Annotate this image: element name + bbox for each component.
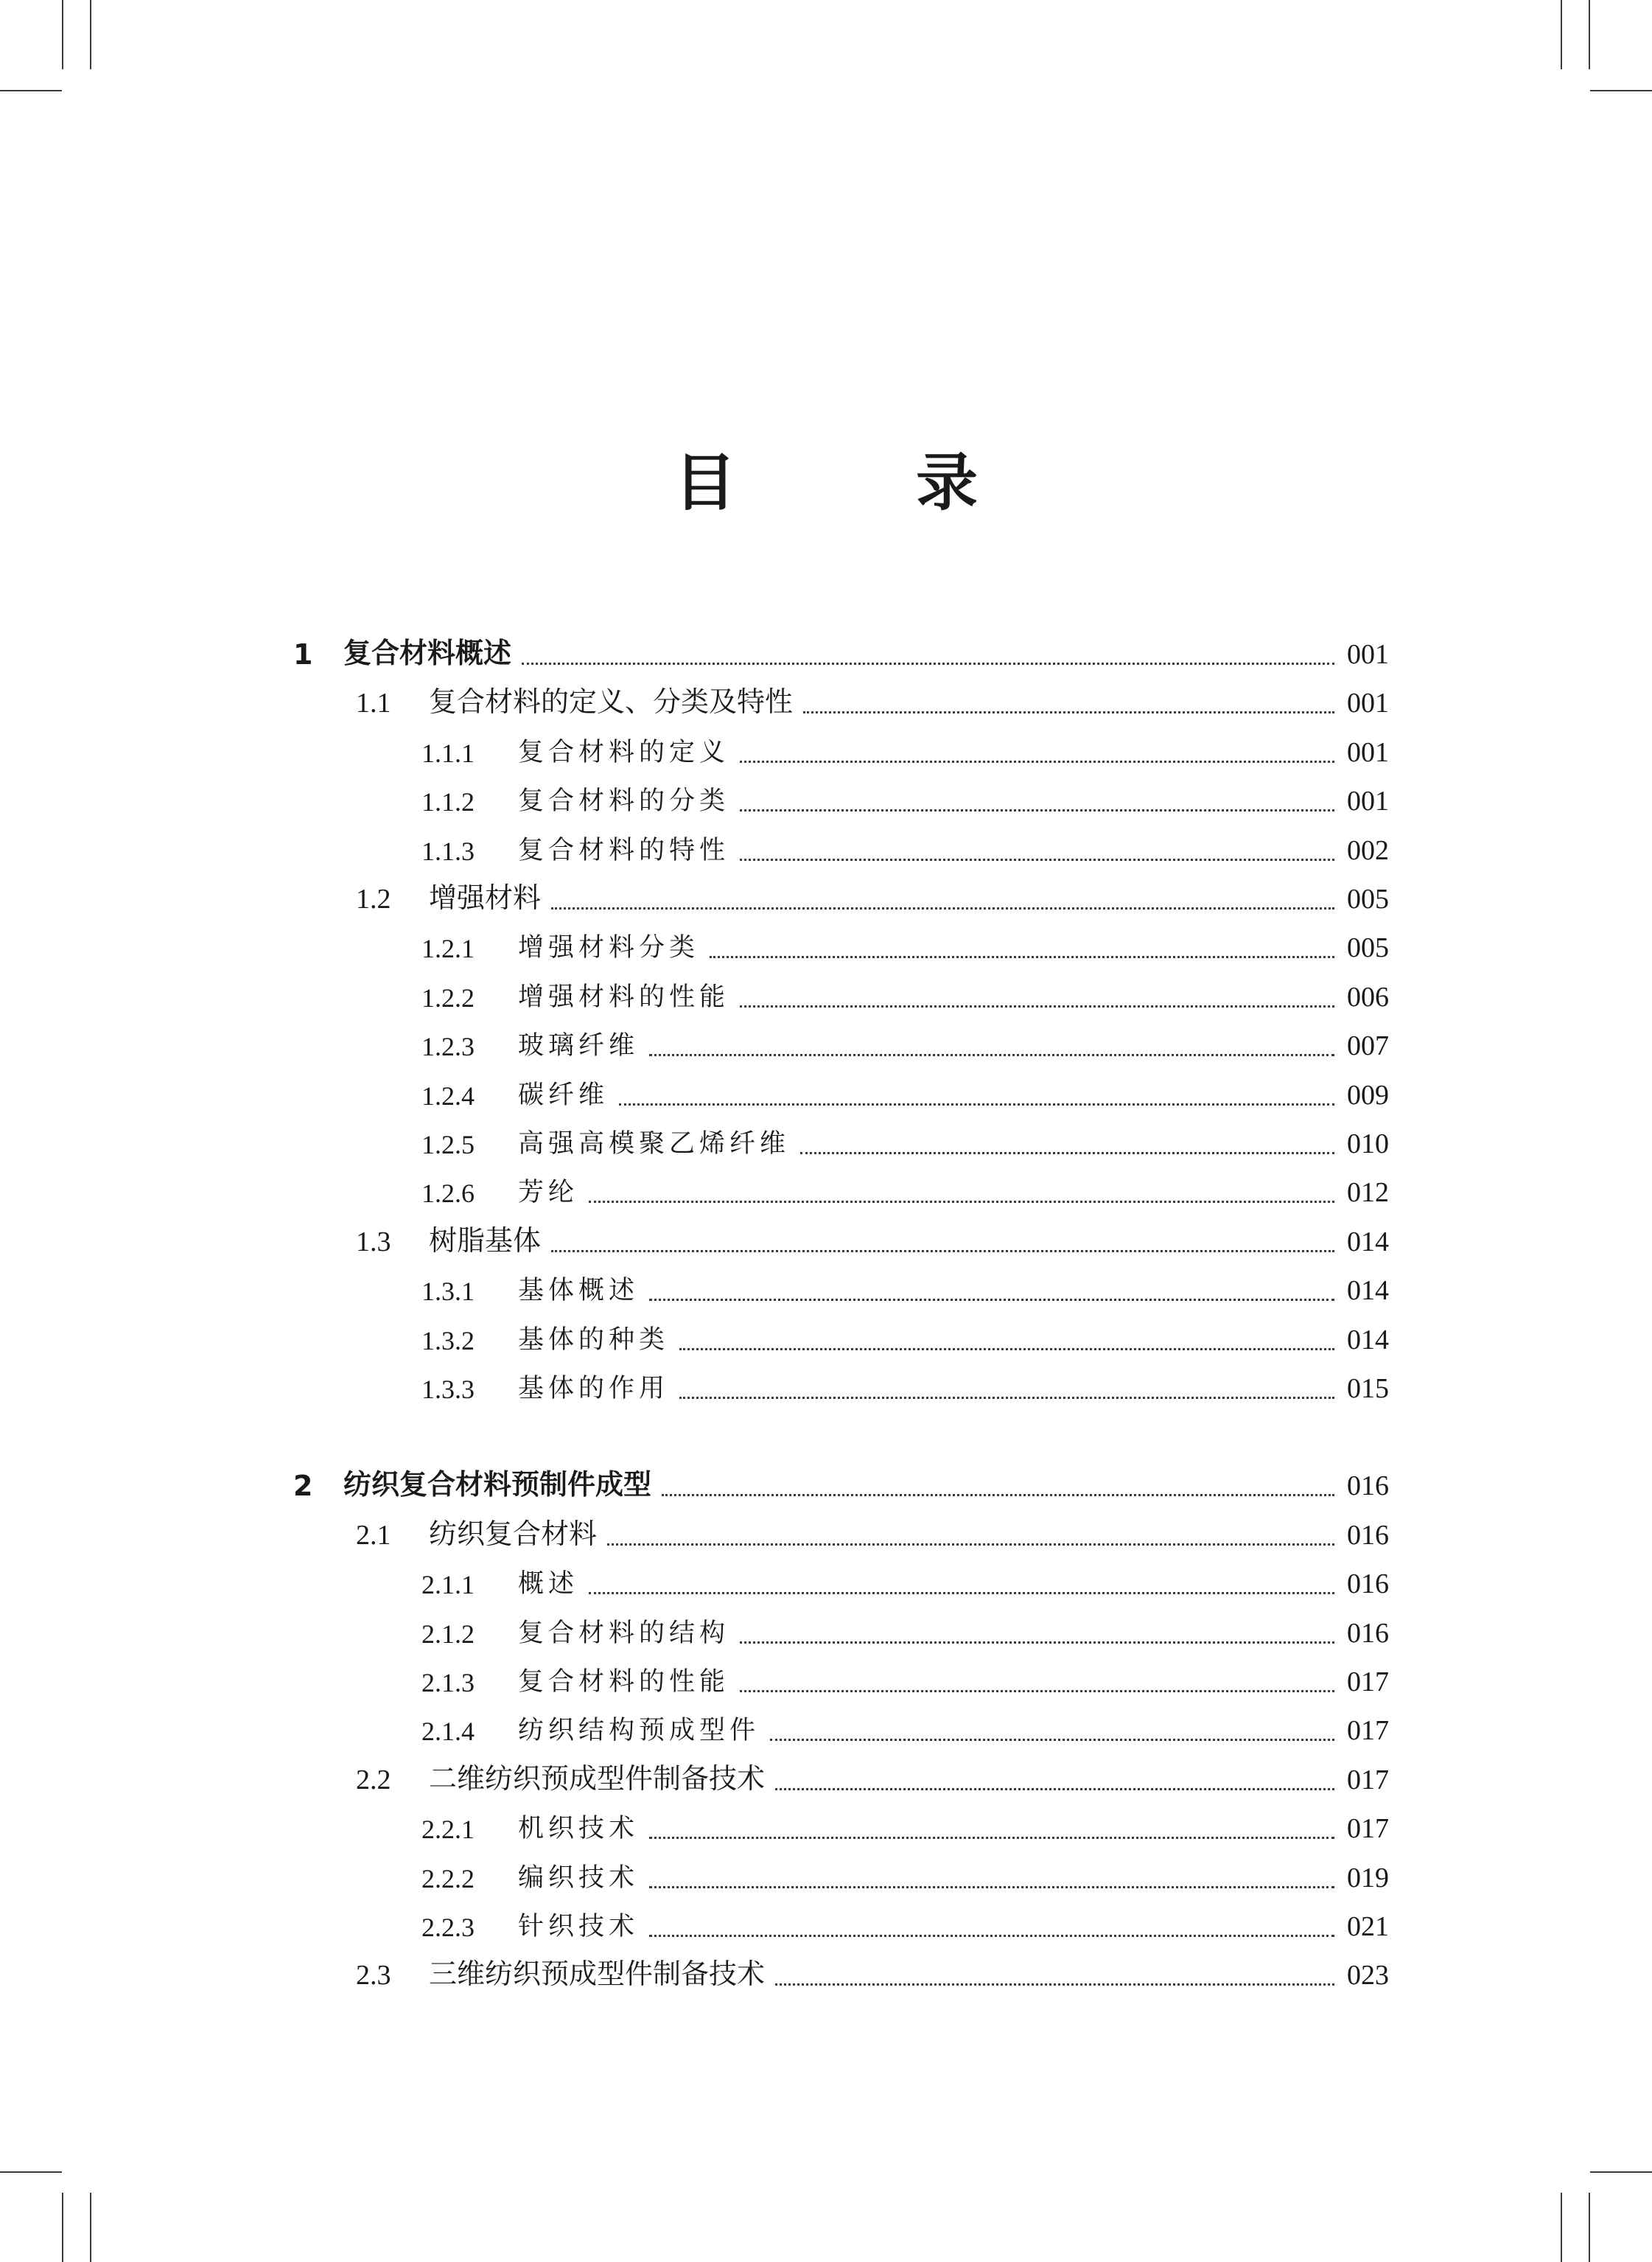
toc-page-number: 001 bbox=[1347, 688, 1389, 719]
toc-subsection-row[interactable] bbox=[0, 779, 1389, 823]
toc-dot-leader bbox=[649, 1886, 1334, 1888]
toc-subsection-row[interactable] bbox=[0, 1611, 1389, 1655]
toc-page-number: 017 bbox=[1347, 1666, 1389, 1697]
toc-chapter-number: 2 bbox=[293, 1470, 313, 1503]
toc-subsection-number: 2.2.1 bbox=[421, 1815, 475, 1845]
toc-subsection-number: 1.1.3 bbox=[421, 836, 475, 866]
toc-section-title: 二维纺织预成型件制备技术 bbox=[429, 1762, 766, 1795]
toc-subsection-row[interactable] bbox=[0, 975, 1389, 1019]
toc-page-number: 009 bbox=[1347, 1079, 1389, 1111]
toc-chapter-title: 复合材料概述 bbox=[343, 637, 512, 669]
toc-page-number: 016 bbox=[1347, 1519, 1389, 1551]
toc-subsection-title: 玻璃纤维 bbox=[518, 1031, 640, 1061]
toc-page-number: 014 bbox=[1347, 1324, 1389, 1355]
toc-dot-leader bbox=[649, 1837, 1334, 1839]
toc-page-number: 010 bbox=[1347, 1128, 1389, 1159]
toc-dot-leader bbox=[740, 1690, 1334, 1692]
toc-dot-leader bbox=[522, 663, 1334, 665]
toc-subsection-title: 编织技术 bbox=[518, 1863, 640, 1893]
toc-subsection-row[interactable] bbox=[0, 926, 1389, 970]
toc-subsection-row[interactable] bbox=[0, 1708, 1389, 1753]
toc-page-number: 023 bbox=[1347, 1960, 1389, 1992]
toc-page-number: 014 bbox=[1347, 1226, 1389, 1257]
toc-dot-leader bbox=[679, 1397, 1334, 1399]
toc-page-number: 001 bbox=[1347, 786, 1389, 817]
toc-dot-leader bbox=[589, 1201, 1334, 1203]
toc-page-number: 015 bbox=[1347, 1373, 1389, 1404]
toc-subsection-row[interactable] bbox=[0, 1856, 1389, 1900]
toc-subsection-row[interactable] bbox=[0, 1268, 1389, 1313]
toc-section-title: 复合材料的定义、分类及特性 bbox=[429, 685, 794, 719]
toc-page-number: 016 bbox=[1347, 1470, 1389, 1502]
toc-section-title: 三维纺织预成型件制备技术 bbox=[429, 1958, 766, 1991]
toc-subsection-title: 碳纤维 bbox=[518, 1080, 609, 1110]
toc-page-number: 005 bbox=[1347, 932, 1389, 964]
toc-dot-leader bbox=[740, 859, 1334, 861]
toc-subsection-title: 增强材料分类 bbox=[518, 933, 700, 963]
toc-dot-leader bbox=[649, 1935, 1334, 1937]
toc-dot-leader bbox=[740, 809, 1334, 811]
toc-dot-leader bbox=[740, 1641, 1334, 1644]
toc-page-number: 005 bbox=[1347, 884, 1389, 915]
toc-dot-leader bbox=[803, 711, 1334, 713]
toc-chapter-row[interactable] bbox=[0, 1464, 1389, 1508]
toc-subsection-number: 2.2.3 bbox=[421, 1913, 475, 1942]
toc-dot-leader bbox=[775, 1788, 1334, 1790]
toc-chapter-title: 纺织复合材料预制件成型 bbox=[343, 1468, 652, 1501]
toc-subsection-number: 1.2.2 bbox=[421, 982, 475, 1013]
toc-subsection-row[interactable] bbox=[0, 1318, 1389, 1362]
toc-subsection-title: 复合材料的结构 bbox=[518, 1618, 730, 1648]
toc-dot-leader bbox=[589, 1592, 1334, 1594]
toc-subsection-row[interactable] bbox=[0, 1807, 1389, 1851]
toc-dot-leader bbox=[740, 761, 1334, 763]
toc-subsection-title: 复合材料的特性 bbox=[518, 835, 730, 865]
toc-page-number: 002 bbox=[1347, 834, 1389, 866]
toc-subsection-number: 1.3.2 bbox=[421, 1325, 475, 1355]
toc-dot-leader bbox=[607, 1543, 1334, 1546]
toc-subsection-number: 1.2.1 bbox=[421, 934, 475, 964]
toc-section-title: 纺织复合材料 bbox=[429, 1517, 598, 1550]
toc-subsection-number: 2.1.1 bbox=[421, 1570, 475, 1600]
toc-page-number: 001 bbox=[1347, 639, 1389, 670]
toc-subsection-title: 复合材料的定义 bbox=[518, 737, 730, 767]
toc-subsection-title: 增强材料的性能 bbox=[518, 982, 730, 1012]
toc-subsection-row[interactable] bbox=[0, 828, 1389, 873]
toc-subsection-number: 1.2.4 bbox=[421, 1081, 475, 1111]
toc-subsection-title: 纺织结构预成型件 bbox=[518, 1716, 760, 1746]
toc-dot-leader bbox=[770, 1739, 1334, 1741]
toc-page-number: 014 bbox=[1347, 1275, 1389, 1307]
toc-dot-leader bbox=[551, 907, 1334, 910]
toc-subsection-number: 1.2.5 bbox=[421, 1130, 475, 1159]
toc-dot-leader bbox=[649, 1054, 1334, 1056]
toc-dot-leader bbox=[775, 1983, 1334, 1986]
toc-subsection-title: 复合材料的性能 bbox=[518, 1667, 730, 1697]
page-title: 目 录 bbox=[673, 446, 1037, 519]
toc-subsection-title: 基体的作用 bbox=[518, 1374, 670, 1403]
toc-page-number: 012 bbox=[1347, 1177, 1389, 1209]
toc-section-row[interactable] bbox=[0, 681, 1389, 725]
toc-subsection-title: 复合材料的分类 bbox=[518, 786, 730, 817]
toc-dot-leader bbox=[710, 956, 1334, 958]
toc-dot-leader bbox=[551, 1250, 1334, 1252]
toc-dot-leader bbox=[679, 1348, 1334, 1350]
toc-section-title: 树脂基体 bbox=[429, 1223, 542, 1257]
toc-subsection-number: 2.1.2 bbox=[421, 1619, 475, 1649]
toc-dot-leader bbox=[800, 1152, 1334, 1154]
toc-subsection-row[interactable] bbox=[0, 1366, 1389, 1411]
toc-subsection-number: 1.3.3 bbox=[421, 1375, 475, 1404]
toc-dot-leader bbox=[740, 1005, 1334, 1008]
toc-subsection-row[interactable] bbox=[0, 1905, 1389, 1949]
toc-section-number: 2.1 bbox=[356, 1519, 391, 1551]
toc-subsection-number: 1.2.3 bbox=[421, 1032, 475, 1062]
toc-section-number: 1.2 bbox=[356, 884, 391, 915]
toc-page-number: 017 bbox=[1347, 1715, 1389, 1747]
toc-subsection-number: 1.2.6 bbox=[421, 1179, 475, 1209]
toc-subsection-title: 概述 bbox=[518, 1569, 579, 1599]
toc-section-row[interactable] bbox=[0, 1220, 1389, 1264]
toc-subsection-number: 2.1.4 bbox=[421, 1717, 475, 1747]
toc-subsection-title: 针织技术 bbox=[518, 1912, 640, 1941]
toc-subsection-row[interactable] bbox=[0, 1024, 1389, 1068]
toc-page-number: 001 bbox=[1347, 736, 1389, 768]
toc-section-row[interactable] bbox=[0, 1758, 1389, 1802]
toc-page-number: 016 bbox=[1347, 1617, 1389, 1649]
toc-subsection-number: 2.1.3 bbox=[421, 1668, 475, 1697]
toc-page-number: 007 bbox=[1347, 1030, 1389, 1062]
toc-subsection-row[interactable] bbox=[0, 730, 1389, 775]
toc-section-title: 增强材料 bbox=[429, 882, 542, 914]
toc-page-number: 021 bbox=[1347, 1911, 1389, 1942]
toc-page-number: 019 bbox=[1347, 1862, 1389, 1893]
toc-subsection-title: 芳纶 bbox=[518, 1178, 579, 1208]
toc-page-number: 016 bbox=[1347, 1568, 1389, 1600]
toc-section-number: 1.1 bbox=[356, 688, 391, 719]
toc-subsection-row[interactable] bbox=[0, 1122, 1389, 1166]
toc-chapter-row[interactable] bbox=[0, 632, 1389, 677]
toc-dot-leader bbox=[662, 1494, 1334, 1496]
toc-dot-leader bbox=[619, 1103, 1334, 1106]
toc-subsection-number: 2.2.2 bbox=[421, 1863, 475, 1893]
toc-page-number: 017 bbox=[1347, 1813, 1389, 1845]
toc-subsection-row[interactable] bbox=[0, 1660, 1389, 1704]
toc-section-row[interactable] bbox=[0, 877, 1389, 921]
toc-subsection-title: 高强高模聚乙烯纤维 bbox=[518, 1129, 791, 1159]
toc-dot-leader bbox=[649, 1299, 1334, 1301]
toc-subsection-number: 1.3.1 bbox=[421, 1277, 475, 1307]
toc-page-number: 017 bbox=[1347, 1764, 1389, 1795]
toc-subsection-title: 基体的种类 bbox=[518, 1324, 670, 1355]
toc-subsection-number: 1.1.1 bbox=[421, 738, 475, 768]
toc-subsection-title: 基体概述 bbox=[518, 1276, 640, 1306]
toc-chapter-number: 1 bbox=[293, 638, 313, 671]
toc-page-number: 006 bbox=[1347, 981, 1389, 1013]
toc-subsection-number: 1.1.2 bbox=[421, 787, 475, 817]
toc-section-row[interactable] bbox=[0, 1953, 1389, 1997]
toc-subsection-row[interactable] bbox=[0, 1073, 1389, 1117]
toc-subsection-row[interactable] bbox=[0, 1562, 1389, 1606]
toc-subsection-title: 机织技术 bbox=[518, 1814, 640, 1844]
toc-subsection-row[interactable] bbox=[0, 1170, 1389, 1215]
toc-section-number: 1.3 bbox=[356, 1226, 391, 1257]
toc-section-number: 2.3 bbox=[356, 1960, 391, 1992]
toc-section-row[interactable] bbox=[0, 1513, 1389, 1557]
toc-section-number: 2.2 bbox=[356, 1764, 391, 1795]
